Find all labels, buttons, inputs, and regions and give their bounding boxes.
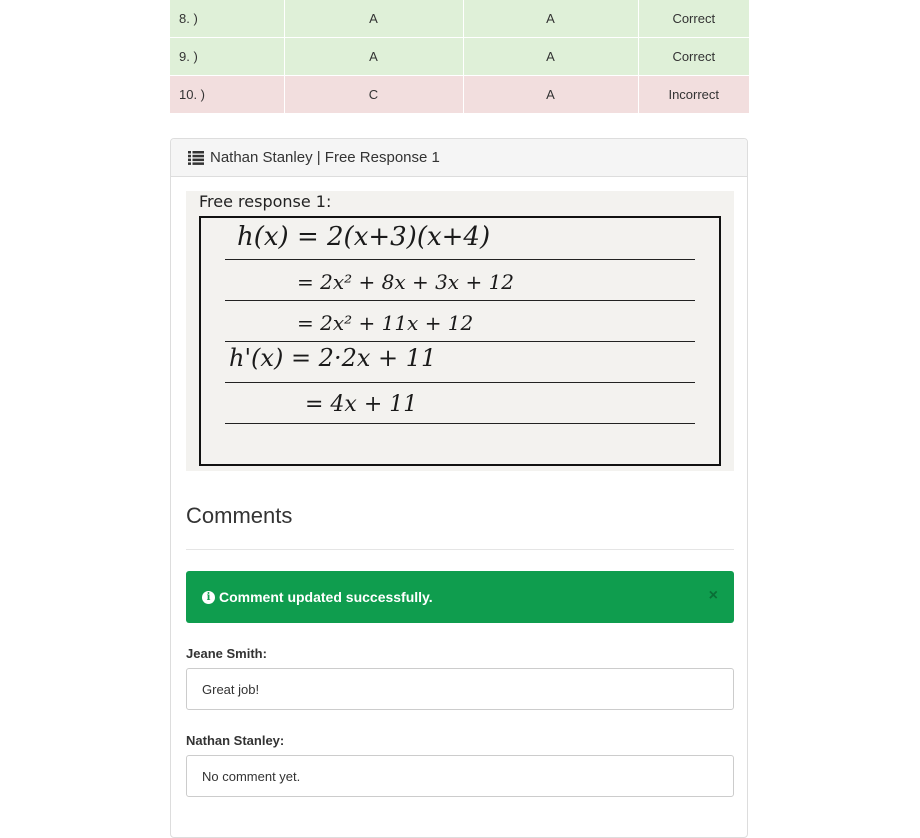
table-row (170, 0, 749, 38)
student-answer: A (284, 0, 463, 38)
comment-field[interactable]: No comment yet. (186, 755, 734, 797)
divider (186, 549, 734, 550)
correct-answer: A (463, 76, 638, 114)
question-number: 10. ) (170, 76, 284, 114)
comment-author: Jeane Smith: (186, 646, 267, 661)
handwritten-line: = 4x + 11 (305, 392, 418, 417)
sheet-title: Free response 1: (199, 192, 332, 211)
correct-answer: A (463, 38, 638, 76)
question-number: 9. ) (170, 38, 284, 76)
result-status: Correct (638, 0, 749, 38)
handwritten-line: = 2x² + 8x + 3x + 12 (297, 270, 515, 294)
comments-heading: Comments (186, 503, 293, 528)
answer-frame (199, 216, 721, 466)
student-answer: C (284, 76, 463, 114)
correct-answer: A (463, 0, 638, 38)
handwritten-line: h'(x) = 2·2x + 11 (229, 344, 437, 372)
handwritten-line: = 2x² + 11x + 12 (297, 311, 474, 335)
panel-heading (171, 139, 747, 177)
table-row (170, 38, 749, 76)
ruled-line (225, 341, 695, 342)
ruled-line (225, 259, 695, 260)
close-icon[interactable]: × (708, 587, 718, 604)
success-alert (186, 571, 734, 623)
student-answer: A (284, 38, 463, 76)
free-response-panel (170, 138, 748, 838)
handwritten-line: h(x) = 2(x+3)(x+4) (237, 222, 491, 252)
result-status: Correct (638, 38, 749, 76)
comment-field[interactable]: Great job! (186, 668, 734, 710)
results-table (170, 0, 749, 114)
comment-author: Nathan Stanley: (186, 733, 285, 748)
table-row (170, 76, 749, 114)
info-icon: i (202, 591, 215, 604)
ruled-line (225, 300, 695, 301)
free-response-image (186, 191, 734, 471)
alert-message: Comment updated successfully. (219, 589, 433, 605)
panel-title: Nathan Stanley | Free Response 1 (210, 149, 440, 166)
question-number: 8. ) (170, 0, 284, 38)
ruled-line (225, 382, 695, 383)
result-status: Incorrect (638, 76, 749, 114)
ruled-line (225, 423, 695, 424)
list-icon (188, 151, 204, 165)
